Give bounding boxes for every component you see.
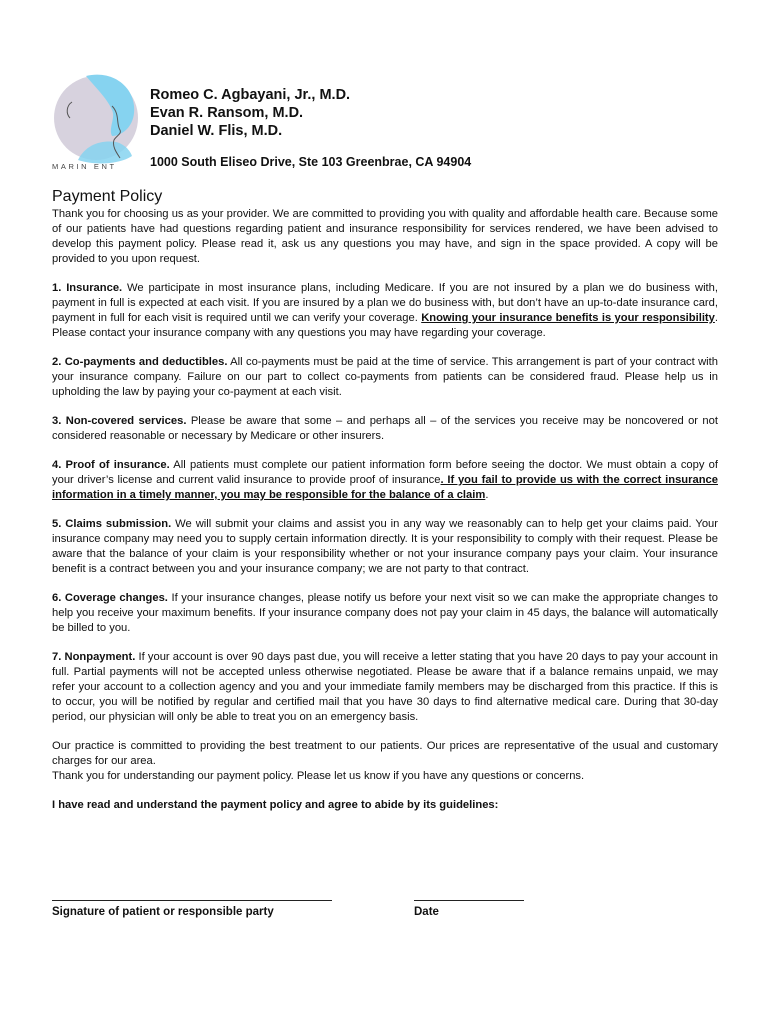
section-noncovered [52, 414, 718, 444]
doctor-name: Romeo C. Agbayani, Jr., M.D. [150, 87, 351, 103]
doctor-list [150, 86, 350, 140]
section-text: Please be aware that some – and perhaps all – of the services you receive may be noncovered or not considered reasonable or necessary by Medicare or other insurers. [52, 415, 718, 442]
practice-logo [50, 66, 142, 170]
intro-paragraph: Thank you for choosing us as your provider. We are committed to providing you with quality and affordable health care. Because some of our patients have had questions regarding patient and insurance responsibility for services rendered, we have been advised to develop this payment policy. Please read it, ask us any questions you may have, and sign in the space provided. A copy will be provided to you upon request. [52, 208, 718, 265]
section-emphasis: Knowing your insurance benefits is your responsibility [421, 312, 715, 324]
section-heading: 2. Co-payments and deductibles. [52, 356, 228, 368]
patient-signature-line[interactable] [52, 900, 332, 901]
section-text-tail: . Please contact your insurance company with any questions you may have regarding your coverage. [52, 312, 718, 339]
date-label: Date [414, 906, 439, 918]
section-text: All co-payments must be paid at the time of service. This arrangement is part of your contract with your insurance company. Failure on our part to collect co-payments from patients can be considered fraud. Please help us in upholding the law by paying your co-payment at each visit. [52, 356, 718, 398]
section-text: If your insurance changes, please notify us before your next visit so we can make the appropriate changes to help you receive your maximum benefits. If your insurance company does not pay your claim in 45 days, the balance will automatically be billed to you. [52, 592, 718, 634]
section-proof [52, 458, 718, 503]
practice-address: 1000 South Eliseo Drive, Ste 103 Greenbrae, CA 94904 [150, 155, 472, 169]
page-title: Payment Policy [52, 188, 163, 205]
doctor-name: Evan R. Ransom, M.D. [150, 105, 304, 121]
section-heading: 6. Coverage changes. [52, 592, 168, 604]
logo-text: MARIN ENT [52, 162, 117, 171]
section-text: We will submit your claims and assist you in any way we reasonably can to help get your claims paid. Your insurance company may need you to supply certain information directly. It is your responsibility to comply with their request. Please be aware that the balance of your claim is your responsibility whether or not your insurance company pays your claim. Your insurance benefit is a contract between you and your insurance company; we are not party to that contract. [52, 518, 719, 575]
policy-body [52, 207, 718, 827]
section-heading: 1. Insurance. [52, 282, 123, 294]
signature-area [52, 890, 718, 930]
section-text: We participate in most insurance plans, including Medicare. If you are not insured by a plan we do business with, payment in full is expected at each visit. If you are insured by a plan we do business with, but don’t have an up-to-date insurance card, payment in full for each visit is required until we can verify your coverage. [52, 282, 718, 324]
section-text: If your account is over 90 days past due, you will receive a letter stating that you have 20 days to pay your account in full. Partial payments will not be accepted unless otherwise negotiated. Please be aware that if a balance remains unpaid, we may refer your account to a collection agency and you and your immediate family members may be discharged from this practice. If this is to occur, you will be notified by regular and certified mail that you have 30 days to find alternative medical care. During that 30-day period, our physician will only be able to treat you on an emergency basis. [52, 651, 718, 723]
section-coverage [52, 591, 718, 636]
date-line[interactable] [414, 900, 524, 901]
section-text-tail: . [485, 489, 489, 501]
section-heading: 3. Non-covered services. [52, 415, 187, 427]
section-heading: 7. Nonpayment. [52, 651, 136, 663]
section-heading: 5. Claims submission. [52, 518, 172, 530]
section-text: All patients must complete our patient information form before seeing the doctor. We must obtain a copy of your driver’s license and current valid insurance to provide proof of insurance [52, 459, 718, 486]
closing-thanks: Thank you for understanding our payment policy. Please let us know if you have any questions or concerns. [52, 770, 585, 782]
section-copayments [52, 355, 718, 400]
section-heading: 4. Proof of insurance. [52, 459, 170, 471]
section-claims [52, 517, 718, 577]
section-emphasis: . If you fail to provide us with the correct insurance information in a timely manner, you may be responsible for the balance of a claim [52, 474, 718, 501]
doctor-name: Daniel W. Flis, M.D. [150, 123, 283, 139]
closing-statement: Our practice is committed to providing the best treatment to our patients. Our prices are representative of the usual and customary charges for our area. [52, 740, 718, 767]
section-nonpayment [52, 650, 718, 725]
agreement-statement: I have read and understand the payment policy and agree to abide by its guidelines: [52, 799, 499, 811]
section-insurance [52, 281, 718, 341]
patient-signature-label: Signature of patient or responsible party [52, 906, 274, 918]
